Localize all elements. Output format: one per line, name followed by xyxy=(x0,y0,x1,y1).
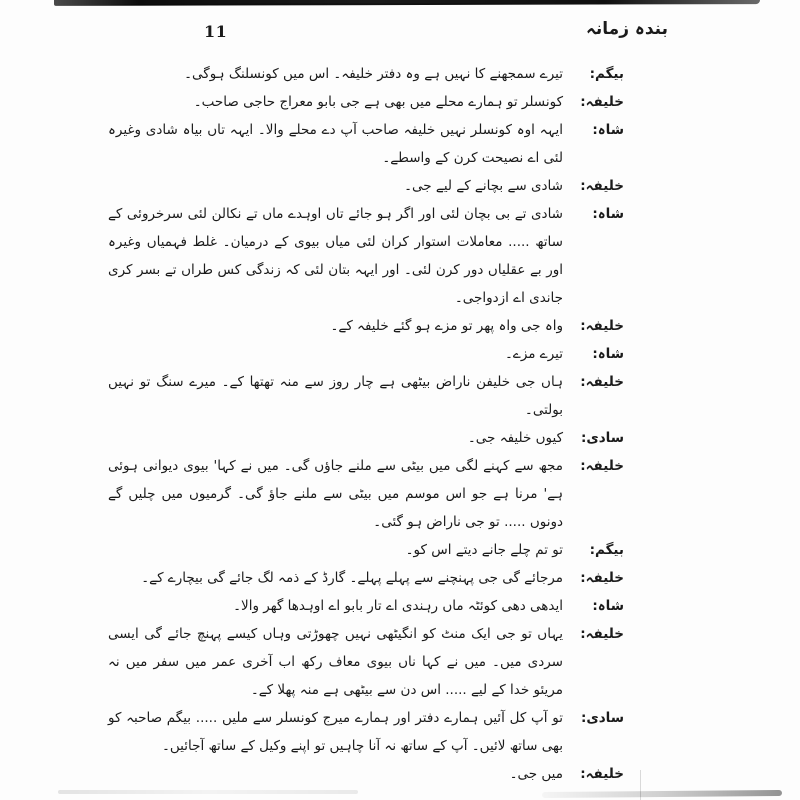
page-number: 11 xyxy=(204,22,228,41)
dialogue-row xyxy=(108,760,624,788)
dialogue-text: ایہہ اوہ کونسلر نہیں خلیفہ صاحب آپ دے محلے والا۔ ایہہ تاں بیاہ شادی وغیرہ لئی اے نصیحت کرن کے واسطے۔ xyxy=(108,122,563,166)
dialogue-text: شادی تے بی بچان لئی اور اگر ہو جائے تاں اوہدے ماں تے نکالن لئی سرخروئی کے ساتھ ..... معاملات استوار کران لئی میاں بیوی کے درمیان۔ غلط فہمیاں وغیرہ اور بے عقلیاں دور کرن لئی۔ اور ایہہ بتان لئی کہ زندگی کس طراں تے بسر کری جاندی اے ازدواجی۔ xyxy=(108,206,563,306)
dialogue-text: کیوں خلیفہ جی۔ xyxy=(467,430,563,446)
dialogue-text: مرجائے گی جی پہنچنے سے پہلے پہلے۔ گارڈ کے ذمہ لگ جائے گی بیچارے کے۔ xyxy=(141,570,563,586)
dialogue-text: شادی سے بچانے کے لیے جی۔ xyxy=(404,178,563,194)
dialogue-text: ہاں جی خلیفن ناراض بیٹھی ہے چار روز سے منہ تھتھا کے۔ میرے سنگ تو نہیں بولتی۔ xyxy=(108,374,563,418)
speaker-label: شاہ: xyxy=(592,598,624,614)
speaker-label: خلیفہ: xyxy=(580,458,624,474)
dialogue-text: واہ جی واہ پھر تو مزے ہو گئے خلیفہ کے۔ xyxy=(330,318,563,334)
dialogue-row xyxy=(108,116,624,172)
scan-smudge xyxy=(542,790,782,798)
dialogue-row xyxy=(108,620,624,704)
dialogue-text: تیرے مزے۔ xyxy=(505,346,563,362)
scan-hairline xyxy=(640,770,641,800)
dialogue-text: یہاں تو جی ایک منٹ کو انگیٹھی نہیں چھوڑتی وہاں کیسے پہنچ جائے گی ایسی سردی میں۔ میں نے کہا ناں بیوی معاف رکھ اب آخری عمر میں سفر میں نہ مریئو خدا کے لیے ..... اس دن سے بیٹھی ہے منہ پھلا کے۔ xyxy=(108,626,563,698)
speaker-label: شاہ: xyxy=(592,346,624,362)
speaker-label: خلیفہ: xyxy=(580,94,624,110)
book-title: بندہ زمانہ xyxy=(585,19,668,39)
speaker-label: خلیفہ: xyxy=(580,178,624,194)
speaker-label: خلیفہ: xyxy=(580,318,624,334)
speaker-label: خلیفہ: xyxy=(580,570,624,586)
dialogue-row xyxy=(108,536,624,564)
dialogue-row xyxy=(108,200,624,312)
dialogue-text: تو تم چلے جانے دیتے اس کو۔ xyxy=(405,542,563,558)
dialogue-text: کونسلر تو ہمارے محلے میں بھی ہے جی بابو معراج حاجی صاحب۔ xyxy=(193,94,563,110)
dialogue-list xyxy=(108,60,624,788)
dialogue-row xyxy=(108,452,624,536)
speaker-label: سادی: xyxy=(580,430,624,446)
dialogue-row xyxy=(108,60,624,88)
speaker-label: خلیفہ: xyxy=(580,626,624,642)
speaker-label: شاہ: xyxy=(592,122,624,138)
speaker-label: بیگم: xyxy=(589,542,624,558)
dialogue-row xyxy=(108,172,624,200)
dialogue-row xyxy=(108,312,624,340)
dialogue-text: مجھ سے کہنے لگی میں بیٹی سے ملنے جاؤں گی۔ میں نے کہا' بیوی دیوانی ہوئی ہے' مرنا ہے جو اس موسم میں بیٹی سے ملنے جاؤ گی۔ گرمیوں میں چلیں گے دونوں ..... تو جی ناراض ہو گئی۔ xyxy=(108,458,563,530)
dialogue-row xyxy=(108,340,624,368)
page-header xyxy=(0,16,800,48)
dialogue-row xyxy=(108,368,624,424)
dialogue-text: ایدھی دھی کوئٹہ ماں رہندی اے تار بابو اے اوہدھا گھر والا۔ xyxy=(233,598,563,614)
speaker-label: خلیفہ: xyxy=(580,766,624,782)
dialogue-text: تیرے سمجھنے کا نہیں ہے وہ دفتر خلیفہ۔ اس میں کونسلنگ ہوگی۔ xyxy=(184,66,563,82)
dialogue-row xyxy=(108,704,624,760)
speaker-label: سادی: xyxy=(580,710,624,726)
speaker-label: بیگم: xyxy=(589,66,624,82)
scan-gutter-edge xyxy=(54,0,760,6)
dialogue-text: میں جی۔ xyxy=(509,766,563,782)
speaker-label: خلیفہ: xyxy=(580,374,624,390)
dialogue-row xyxy=(108,592,624,620)
speaker-label: شاہ: xyxy=(592,206,624,222)
dialogue-row xyxy=(108,564,624,592)
dialogue-text: تو آپ کل آئیں ہمارے دفتر اور ہمارے میرج کونسلر سے ملیں ..... بیگم صاحبہ کو بھی ساتھ لائیں۔ آپ کے ساتھ نہ آنا چاہیں تو اپنے وکیل کے ساتھ آجائیں۔ xyxy=(108,710,563,754)
scan-smudge xyxy=(58,790,358,794)
dialogue-row xyxy=(108,88,624,116)
dialogue-row xyxy=(108,424,624,452)
